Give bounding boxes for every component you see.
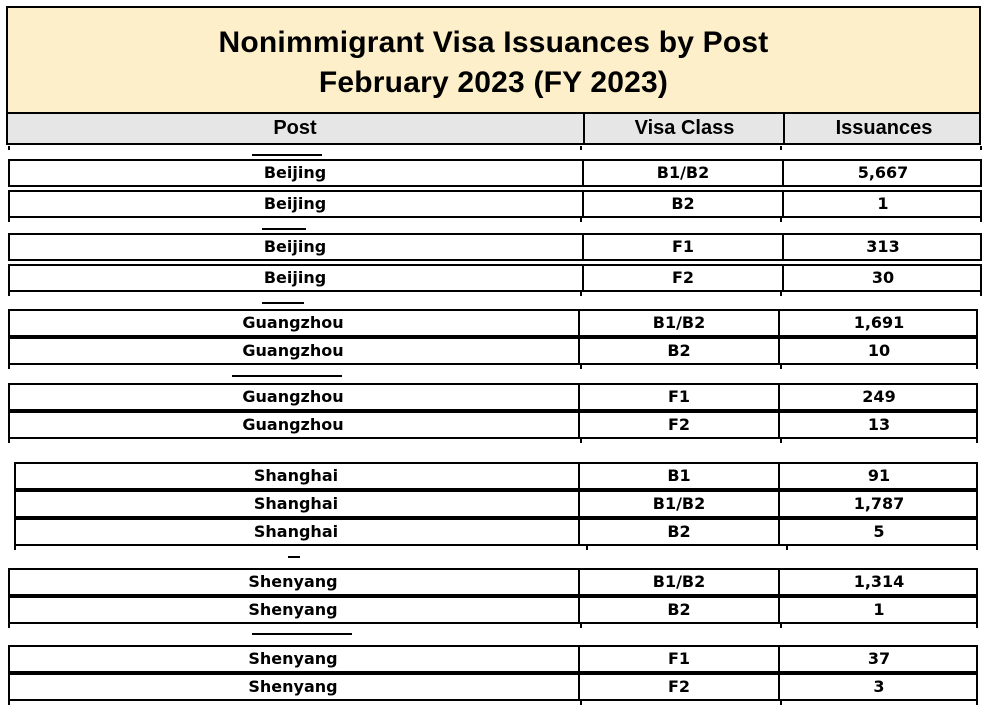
cell-issuances: 10 bbox=[778, 339, 978, 363]
header-post: Post bbox=[273, 117, 317, 139]
row-divider-stub bbox=[8, 439, 978, 443]
cell-post: Beijing bbox=[263, 194, 327, 213]
cell-issuances: 5,667 bbox=[782, 161, 982, 185]
cell-visa-class: B2 bbox=[582, 192, 782, 216]
cell-visa-class: B1 bbox=[578, 464, 778, 488]
cell-issuances: 313 bbox=[782, 235, 982, 259]
text-fragment bbox=[262, 302, 304, 304]
table-row bbox=[8, 645, 978, 673]
document-title: Nonimmigrant Visa Issuances by Post bbox=[218, 26, 769, 59]
text-fragment bbox=[252, 633, 352, 635]
cell-issuances: 249 bbox=[778, 385, 978, 409]
cell-post: Shanghai bbox=[253, 494, 339, 513]
text-fragment bbox=[232, 375, 342, 377]
cell-visa-class: B2 bbox=[578, 520, 778, 544]
cell-post: Guangzhou bbox=[242, 313, 344, 332]
cell-issuances: 30 bbox=[782, 266, 982, 290]
table-row bbox=[14, 462, 978, 490]
cell-issuances: 1,787 bbox=[778, 492, 978, 516]
cell-issuances: 91 bbox=[778, 464, 978, 488]
table-header bbox=[6, 114, 981, 145]
cell-issuances: 1 bbox=[782, 192, 982, 216]
row-divider-stub bbox=[8, 365, 978, 369]
cell-issuances: 5 bbox=[778, 520, 978, 544]
cell-visa-class: F1 bbox=[578, 385, 778, 409]
table-row bbox=[8, 337, 978, 365]
header-issuances: Issuances bbox=[783, 114, 983, 143]
cell-post: Shanghai bbox=[253, 466, 339, 485]
cell-visa-class: F1 bbox=[578, 647, 778, 671]
cell-post: Shenyang bbox=[248, 600, 338, 619]
cell-post: Guangzhou bbox=[242, 387, 344, 406]
cell-issuances: 1 bbox=[778, 598, 978, 622]
table-row bbox=[8, 673, 978, 701]
cell-post: Guangzhou bbox=[242, 341, 344, 360]
table-row bbox=[8, 383, 978, 411]
row-divider-stub bbox=[8, 146, 982, 150]
row-divider-stub bbox=[8, 218, 982, 222]
table-row bbox=[8, 568, 978, 596]
cell-issuances: 3 bbox=[778, 675, 978, 699]
cell-issuances: 37 bbox=[778, 647, 978, 671]
row-divider-stub bbox=[8, 624, 978, 628]
cell-issuances: 1,691 bbox=[778, 311, 978, 335]
cell-issuances: 13 bbox=[778, 413, 978, 437]
text-fragment bbox=[262, 228, 306, 230]
cell-visa-class: F1 bbox=[582, 235, 782, 259]
cell-post: Guangzhou bbox=[242, 415, 344, 434]
cell-post: Shenyang bbox=[248, 572, 338, 591]
table-row bbox=[8, 596, 978, 624]
table-row bbox=[8, 309, 978, 337]
cell-visa-class: F2 bbox=[578, 675, 778, 699]
cell-visa-class: B2 bbox=[578, 339, 778, 363]
table-row bbox=[14, 490, 978, 518]
table-row bbox=[14, 518, 978, 546]
cell-visa-class: F2 bbox=[578, 413, 778, 437]
row-divider-stub bbox=[14, 546, 978, 550]
cell-visa-class: B2 bbox=[578, 598, 778, 622]
text-fragment bbox=[288, 556, 300, 558]
cell-post: Beijing bbox=[263, 268, 327, 287]
document-subtitle: February 2023 (FY 2023) bbox=[318, 66, 669, 99]
row-divider-stub bbox=[8, 292, 982, 296]
cell-post: Beijing bbox=[263, 237, 327, 256]
header-visa-class: Visa Class bbox=[583, 114, 784, 143]
cell-visa-class: F2 bbox=[582, 266, 782, 290]
table-row bbox=[8, 159, 982, 187]
row-divider-stub bbox=[8, 701, 978, 705]
cell-visa-class: B1/B2 bbox=[578, 311, 778, 335]
table-row bbox=[8, 233, 982, 261]
table-row bbox=[8, 264, 982, 292]
cell-visa-class: B1/B2 bbox=[578, 492, 778, 516]
cell-visa-class: B1/B2 bbox=[578, 570, 778, 594]
cell-post: Shenyang bbox=[248, 649, 338, 668]
text-fragment bbox=[252, 154, 322, 156]
table-row bbox=[8, 411, 978, 439]
title-box bbox=[6, 6, 981, 114]
table-row bbox=[8, 190, 982, 218]
cell-issuances: 1,314 bbox=[778, 570, 978, 594]
cell-post: Beijing bbox=[263, 163, 327, 182]
cell-post: Shanghai bbox=[253, 522, 339, 541]
cell-visa-class: B1/B2 bbox=[582, 161, 782, 185]
cell-post: Shenyang bbox=[248, 677, 338, 696]
